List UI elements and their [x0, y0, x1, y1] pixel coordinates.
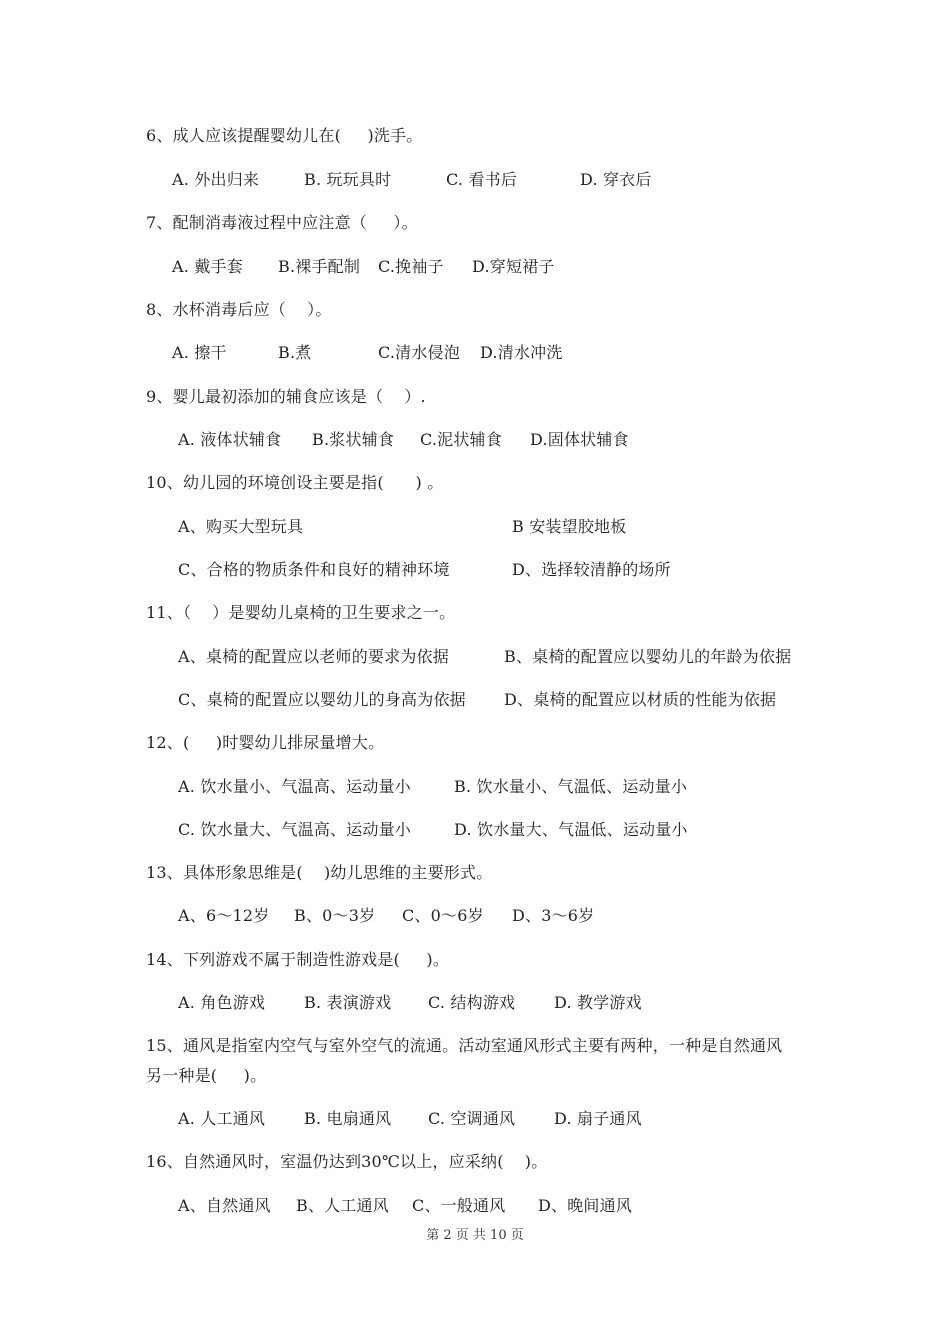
question-11-option-a: A、桌椅的配置应以老师的要求为依据	[178, 647, 449, 666]
question-7-option-a: A. 戴手套	[172, 257, 243, 276]
question-15-stem-continued: 另一种是( )。	[146, 1066, 267, 1085]
question-11-stem: 11、（ ）是婴幼儿桌椅的卫生要求之一。	[146, 603, 456, 622]
question-7-stem: 7、配制消毒液过程中应注意（ ）。	[146, 213, 418, 232]
question-13-stem: 13、具体形象思维是( )幼儿思维的主要形式。	[146, 863, 493, 882]
question-9-option-b: B.浆状辅食	[312, 430, 395, 449]
question-10-stem: 10、幼儿园的环境创设主要是指( ) 。	[146, 473, 444, 492]
question-12-option-c: C. 饮水量大、气温高、运动量小	[178, 820, 412, 839]
question-14-option-d: D. 教学游戏	[554, 993, 642, 1012]
question-10-option-a: A、购买大型玩具	[178, 517, 304, 536]
question-8-option-a: A. 擦干	[172, 343, 227, 362]
question-6-stem: 6、成人应该提醒婴幼儿在( )洗手。	[146, 126, 423, 145]
question-15-stem: 15、通风是指室内空气与室外空气的流通。活动室通风形式主要有两种，一种是自然通风	[146, 1036, 783, 1055]
question-13-option-b: B、0～3岁	[294, 906, 376, 925]
question-10-option-b: B 安装望胶地板	[512, 517, 627, 536]
question-10-option-c: C、合格的物质条件和良好的精神环境	[178, 560, 450, 579]
question-12-option-b: B. 饮水量小、气温低、运动量小	[454, 777, 688, 796]
question-13-option-c: C、0～6岁	[402, 906, 484, 925]
question-9-stem: 9、婴儿最初添加的辅食应该是（ ）.	[146, 387, 426, 406]
question-9-option-d: D.固体状辅食	[530, 430, 629, 449]
question-16-option-a: A、自然通风	[178, 1196, 271, 1215]
question-12-stem: 12、( )时婴幼儿排尿量增大。	[146, 733, 385, 752]
question-9-option-c: C.泥状辅食	[420, 430, 502, 449]
question-16-option-b: B、人工通风	[296, 1196, 389, 1215]
question-11-option-c: C、桌椅的配置应以婴幼儿的身高为依据	[178, 690, 466, 709]
question-12-option-a: A. 饮水量小、气温高、运动量小	[178, 777, 411, 796]
question-14-option-c: C. 结构游戏	[428, 993, 516, 1012]
question-7-option-d: D.穿短裙子	[472, 257, 555, 276]
question-13-option-d: D、3～6岁	[512, 906, 595, 925]
question-7-option-c: C.挽袖子	[378, 257, 444, 276]
question-11-option-d: D、桌椅的配置应以材质的性能为依据	[504, 690, 777, 709]
question-11-option-b: B、桌椅的配置应以婴幼儿的年龄为依据	[504, 647, 792, 666]
question-6-option-c: C. 看书后	[446, 170, 518, 189]
question-13-option-a: A、6～12岁	[178, 906, 270, 925]
page-number-footer: 第 2 页 共 10 页	[426, 1228, 524, 1243]
question-8-option-d: D.清水冲洗	[480, 343, 563, 362]
question-12-option-d: D. 饮水量大、气温低、运动量小	[454, 820, 688, 839]
question-15-option-a: A. 人工通风	[178, 1109, 266, 1128]
question-14-stem: 14、下列游戏不属于制造性游戏是( )。	[146, 950, 450, 969]
question-15-option-b: B. 电扇通风	[304, 1109, 392, 1128]
question-8-stem: 8、水杯消毒后应（ ）。	[146, 300, 332, 319]
question-16-option-d: D、晚间通风	[538, 1196, 633, 1215]
question-6-option-b: B. 玩玩具时	[304, 170, 392, 189]
question-14-option-a: A. 角色游戏	[178, 993, 266, 1012]
question-8-option-c: C.清水侵泡	[378, 343, 460, 362]
question-6-option-a: A. 外出归来	[172, 170, 260, 189]
question-16-stem: 16、自然通风时，室温仍达到30℃以上，应采纳( )。	[146, 1152, 548, 1171]
question-7-option-b: B.裸手配制	[278, 257, 361, 276]
question-15-option-c: C. 空调通风	[428, 1109, 516, 1128]
question-9-option-a: A. 液体状辅食	[178, 430, 282, 449]
question-10-option-d: D、选择较清静的场所	[512, 560, 671, 579]
question-6-option-d: D. 穿衣后	[580, 170, 652, 189]
question-16-option-c: C、一般通风	[412, 1196, 506, 1215]
question-15-option-d: D. 扇子通风	[554, 1109, 642, 1128]
question-8-option-b: B.煮	[278, 343, 312, 362]
question-14-option-b: B. 表演游戏	[304, 993, 392, 1012]
